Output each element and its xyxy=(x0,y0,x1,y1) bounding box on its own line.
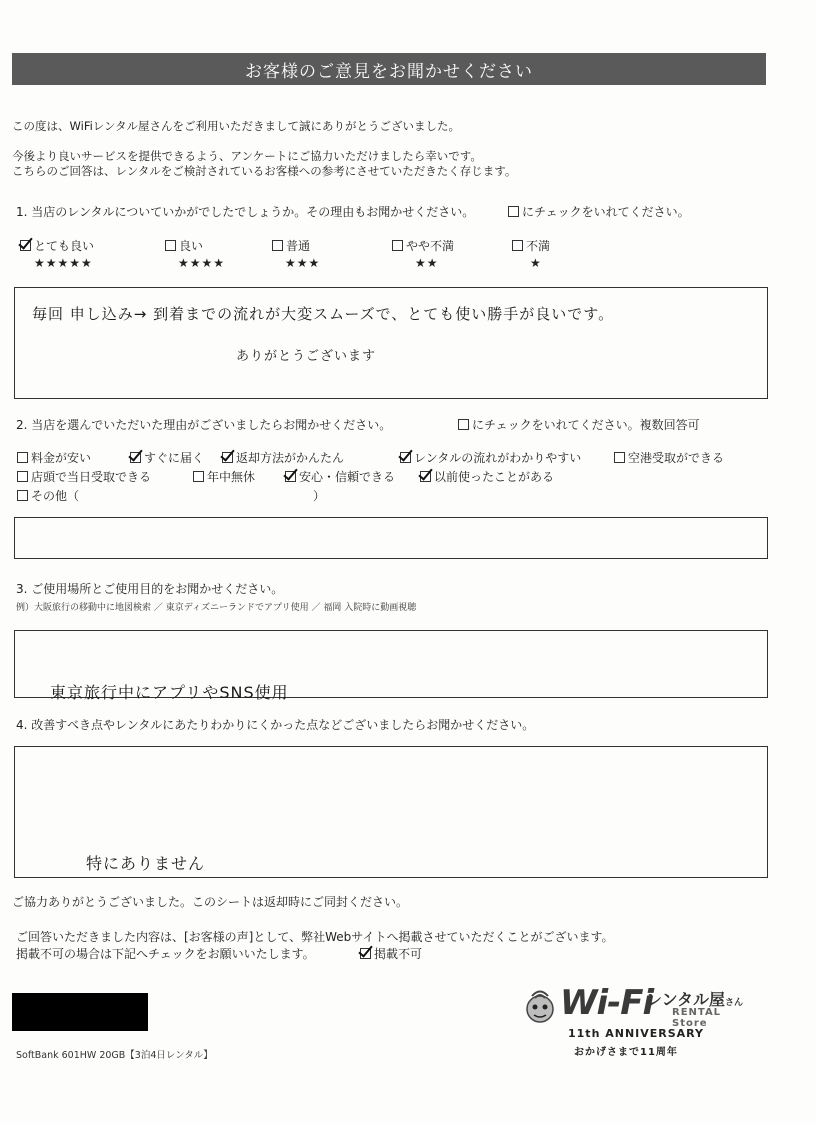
q1-option-somewhat-dissatisfied[interactable]: やや不満 xyxy=(392,237,454,254)
checkbox[interactable] xyxy=(420,471,431,482)
sample-checkbox-icon xyxy=(508,206,519,217)
q1-stars-somewhat-dissatisfied: ★★ xyxy=(415,256,439,270)
q1-answer-line-2: ありがとうございます xyxy=(236,349,377,364)
redacted-block xyxy=(12,993,148,1031)
q3-answer: 東京旅行中にアプリやSNS使用 xyxy=(50,683,289,702)
q2-option-clear-flow[interactable]: レンタルの流れがわかりやすい xyxy=(400,449,581,466)
q2-option-airport-pickup[interactable]: 空港受取ができる xyxy=(614,449,724,466)
logo-anniversary-text: 11th ANNIVERSARY xyxy=(568,1027,705,1040)
q1-option-very-good[interactable]: とても良い xyxy=(20,237,94,254)
intro-line-3: こちらのご回答は、レンタルをご検討されているお客様への参考にさせていただきたく存じます。 xyxy=(12,164,517,178)
q2-option-fast-delivery[interactable]: すぐに届く xyxy=(130,449,204,466)
q1-option-dissatisfied[interactable]: 不満 xyxy=(512,237,550,254)
checkbox[interactable] xyxy=(272,240,283,251)
q4-answer: 特にありません xyxy=(86,854,206,873)
q2-option-price[interactable]: 料金が安い xyxy=(17,449,91,466)
checkbox[interactable] xyxy=(400,452,411,463)
checkbox[interactable] xyxy=(222,452,233,463)
q2-option-trustworthy[interactable]: 安心・信頼できる xyxy=(285,468,395,485)
q2-answer-box[interactable] xyxy=(14,517,768,559)
q1-answer-line-1: 毎回 申し込み→ 到着までの流れが大変スムーズで、とても使い勝手が良いです。 xyxy=(32,305,615,323)
q1-option-good[interactable]: 良い xyxy=(165,237,203,254)
q2-option-open-all-year[interactable]: 年中無休 xyxy=(193,468,255,485)
wifi-rental-logo xyxy=(522,983,752,1059)
logo-rental-text: レンタル屋さん xyxy=(646,990,743,1009)
intro-line-2: 今後より良いサービスを提供できるよう、アンケートにご協力いただけましたら幸いです。 xyxy=(12,149,482,163)
q2-option-used-before[interactable]: 以前使ったことがある xyxy=(420,468,554,485)
q2-option-other-close: ） xyxy=(313,489,326,503)
checkbox[interactable] xyxy=(17,471,28,482)
footer-thanks: ご協力ありがとうございました。このシートは返却時にご同封ください。 xyxy=(12,895,409,909)
q1-stars-very-good: ★★★★★ xyxy=(34,256,93,270)
footer-publish-line-2: 掲載不可の場合は下記へチェックをお願いいたします。 xyxy=(16,947,315,961)
q3-question: 3. ご使用場所とご使用目的をお聞かせください。 xyxy=(16,582,284,596)
logo-thanks-text: おかげさまで11周年 xyxy=(574,1047,678,1058)
product-info: SoftBank 601HW 20GB【3泊4日レンタル】 xyxy=(16,1050,213,1061)
q2-option-store-pickup[interactable]: 店頭で当日受取できる xyxy=(17,468,151,485)
sample-checkbox-icon xyxy=(458,419,469,430)
page-title: お客様のご意見をお聞かせください xyxy=(245,61,533,82)
page-title-banner xyxy=(12,53,766,85)
q1-stars-average: ★★★ xyxy=(285,256,321,270)
checkbox[interactable] xyxy=(512,240,523,251)
mascot-icon xyxy=(522,985,558,1025)
checkbox[interactable] xyxy=(165,240,176,251)
q2-instruction: にチェックをいれてください。複数回答可 xyxy=(458,416,700,433)
checkbox[interactable] xyxy=(130,452,141,463)
checkbox[interactable] xyxy=(17,490,28,501)
q4-question: 4. 改善すべき点やレンタルにあたりわかりにくかった点などございましたらお聞かせください。 xyxy=(16,718,535,732)
intro-line-1: この度は、WiFiレンタル屋さんをご利用いただきまして誠にありがとうございました。 xyxy=(12,119,461,133)
checkbox[interactable] xyxy=(392,240,403,251)
q1-instruction: にチェックをいれてください。 xyxy=(508,203,690,220)
q1-option-average[interactable]: 普通 xyxy=(272,237,310,254)
footer-publish-line-1: ご回答いただきました内容は、[お客様の声]として、弊社Webサイトへ掲載させていただくことがございます。 xyxy=(16,930,614,944)
checkbox[interactable] xyxy=(285,471,296,482)
no-publish-option[interactable]: 掲載不可 xyxy=(360,945,422,962)
checkbox[interactable] xyxy=(360,948,371,959)
q3-example: 例）大阪旅行の移動中に地図検索 ／ 東京ディズニーランドでアプリ使用 ／ 福岡 入院時に動画視聴 xyxy=(16,603,417,613)
q1-stars-dissatisfied: ★ xyxy=(530,256,542,270)
q2-option-other[interactable]: その他（ xyxy=(17,487,79,504)
q2-option-easy-return[interactable]: 返却方法がかんたん xyxy=(222,449,344,466)
logo-store-text: RENTAL Store xyxy=(672,1007,722,1029)
q2-question: 2. 当店を選んでいただいた理由がございましたらお聞かせください。 xyxy=(16,418,392,432)
checkbox[interactable] xyxy=(20,240,31,251)
logo-wifi-text: Wi-Fi xyxy=(560,983,654,1023)
q1-stars-good: ★★★★ xyxy=(178,256,226,270)
q1-question: 1. 当店のレンタルについていかがでしたでしょうか。その理由もお聞かせください。 xyxy=(16,205,475,219)
checkbox[interactable] xyxy=(17,452,28,463)
checkbox[interactable] xyxy=(614,452,625,463)
checkbox[interactable] xyxy=(193,471,204,482)
